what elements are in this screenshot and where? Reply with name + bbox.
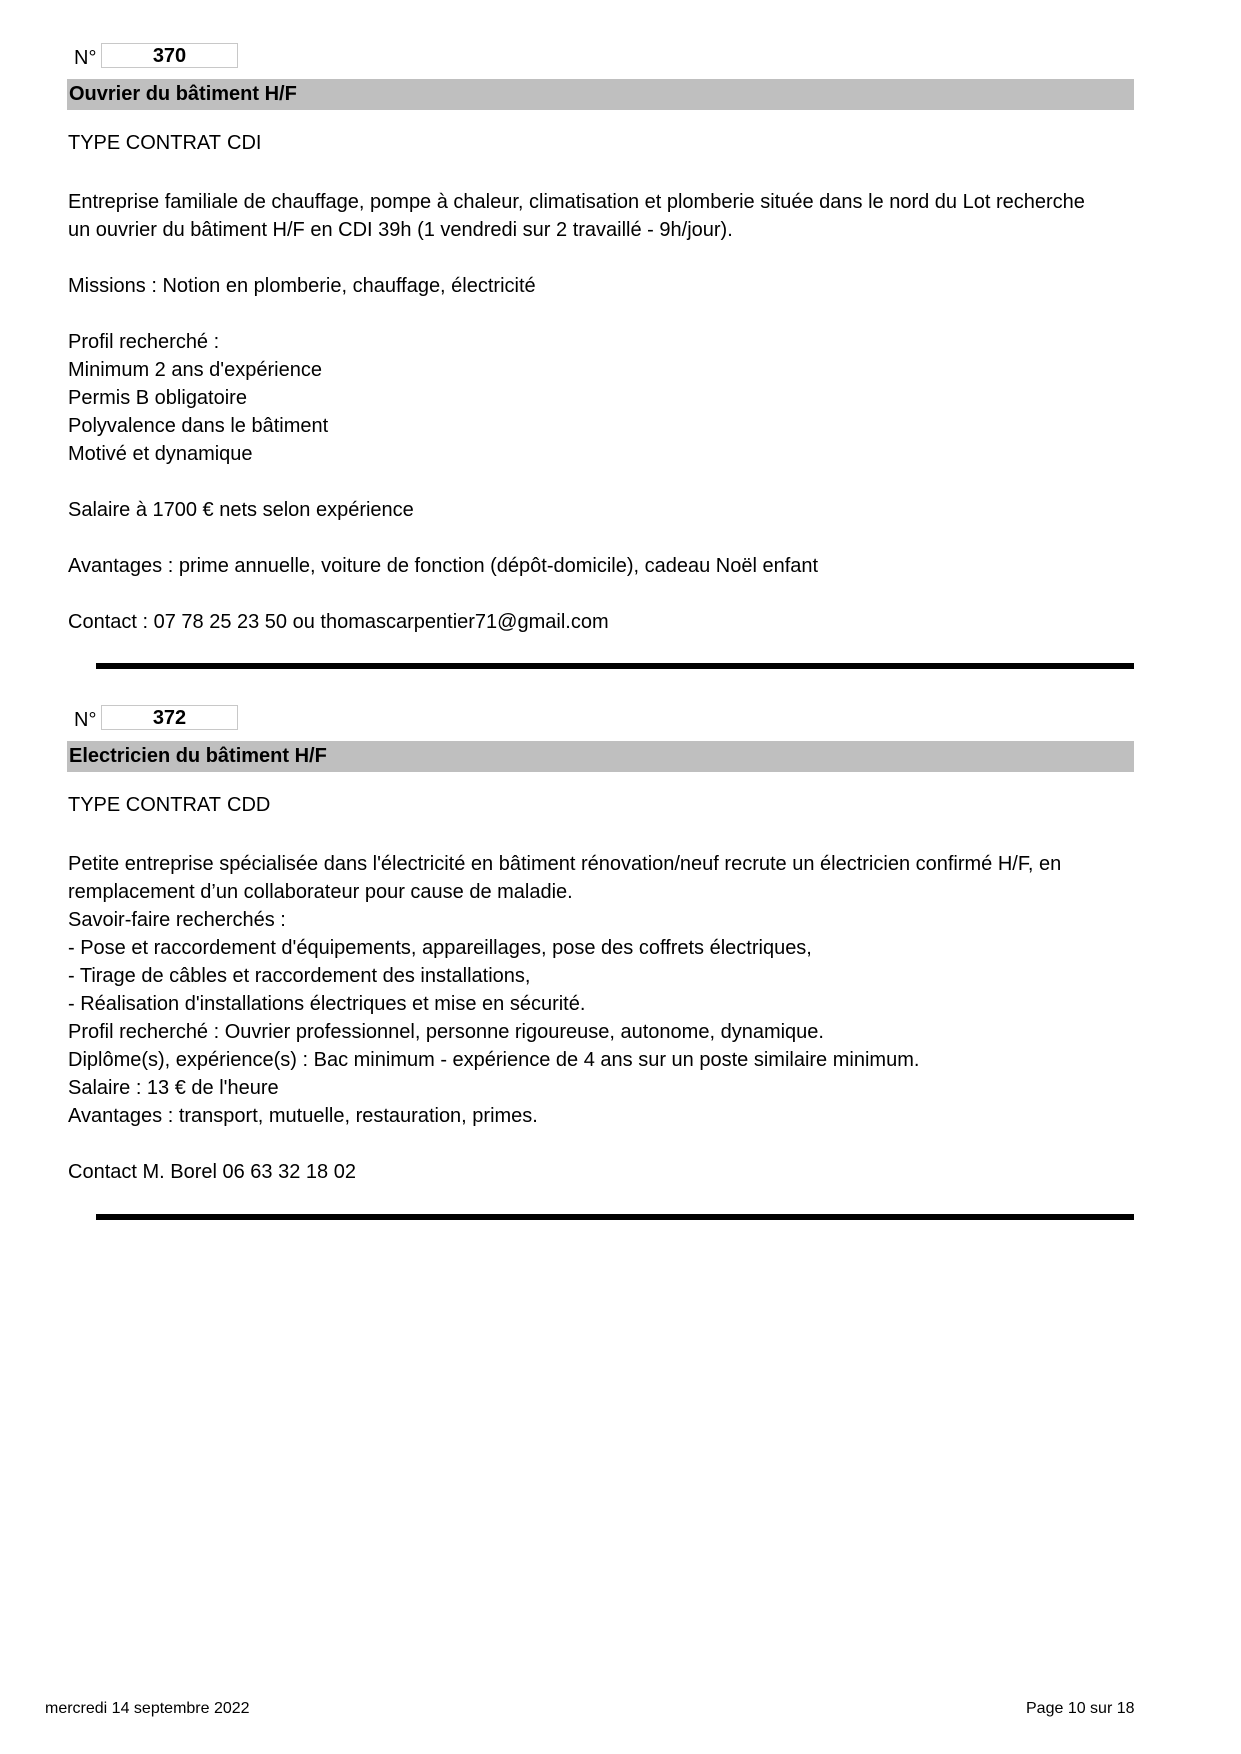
description-line: Profil recherché : Ouvrier professionnel, personne rigoureuse, autonome, dynamique. (68, 1021, 824, 1043)
contract-type (68, 792, 270, 818)
description-line: Avantages : prime annuelle, voiture de fonction (dépôt-domicile), cadeau Noël enfant (68, 555, 819, 577)
contract-type-value: CDD (227, 794, 271, 816)
description-line: Salaire à 1700 € nets selon expérience (68, 499, 414, 521)
description-line: - Réalisation d'installations électriques et mise en sécurité. (68, 993, 586, 1015)
offer-number-label: N° (74, 47, 97, 69)
footer-date: mercredi 14 septembre 2022 (45, 1700, 250, 1717)
separator-rule (96, 1214, 1134, 1220)
contract-type-value: CDI (227, 132, 262, 154)
contract-type-label: TYPE CONTRAT (68, 132, 221, 154)
description-line: un ouvrier du bâtiment H/F en CDI 39h (1 vendredi sur 2 travaillé - 9h/jour). (68, 219, 733, 241)
offer-title: Ouvrier du bâtiment H/F (67, 79, 1134, 110)
description-line: Minimum 2 ans d'expérience (68, 359, 322, 381)
description-line: - Pose et raccordement d'équipements, appareillages, pose des coffrets électriques, (68, 937, 812, 959)
offer-description (68, 188, 1168, 636)
offer-description (68, 850, 1168, 1186)
separator-rule (96, 663, 1134, 669)
contact-line: Contact : 07 78 25 23 50 ou thomascarpentier71@gmail.com (68, 611, 609, 633)
description-line: Missions : Notion en plomberie, chauffage, électricité (68, 275, 536, 297)
footer-page-number: Page 10 sur 18 (1026, 1700, 1135, 1717)
description-line: Profil recherché : (68, 331, 220, 353)
description-line: Polyvalence dans le bâtiment (68, 415, 329, 437)
description-line: Salaire : 13 € de l'heure (68, 1077, 279, 1099)
description-line: Petite entreprise spécialisée dans l'électricité en bâtiment rénovation/neuf recrute un électricien confirmé H/F, en (68, 853, 1062, 875)
description-line: Permis B obligatoire (68, 387, 247, 409)
description-line: Motivé et dynamique (68, 443, 253, 465)
description-line: Diplôme(s), expérience(s) : Bac minimum - expérience de 4 ans sur un poste similaire minimum. (68, 1049, 920, 1071)
offer-number-label: N° (74, 709, 97, 731)
offer-number-box: 372 (101, 705, 238, 730)
description-line: - Tirage de câbles et raccordement des installations, (68, 965, 531, 987)
description-line: Savoir-faire recherchés : (68, 909, 286, 931)
offer-number-box: 370 (101, 43, 238, 68)
contract-type-label: TYPE CONTRAT (68, 794, 221, 816)
contract-type (68, 130, 261, 156)
offer-title: Electricien du bâtiment H/F (67, 741, 1134, 772)
description-line: remplacement d’un collaborateur pour cause de maladie. (68, 881, 573, 903)
description-line: Avantages : transport, mutuelle, restauration, primes. (68, 1105, 538, 1127)
description-line: Entreprise familiale de chauffage, pompe à chaleur, climatisation et plomberie située dans le nord du Lot recherche (68, 191, 1085, 213)
contact-line: Contact M. Borel 06 63 32 18 02 (68, 1161, 356, 1183)
